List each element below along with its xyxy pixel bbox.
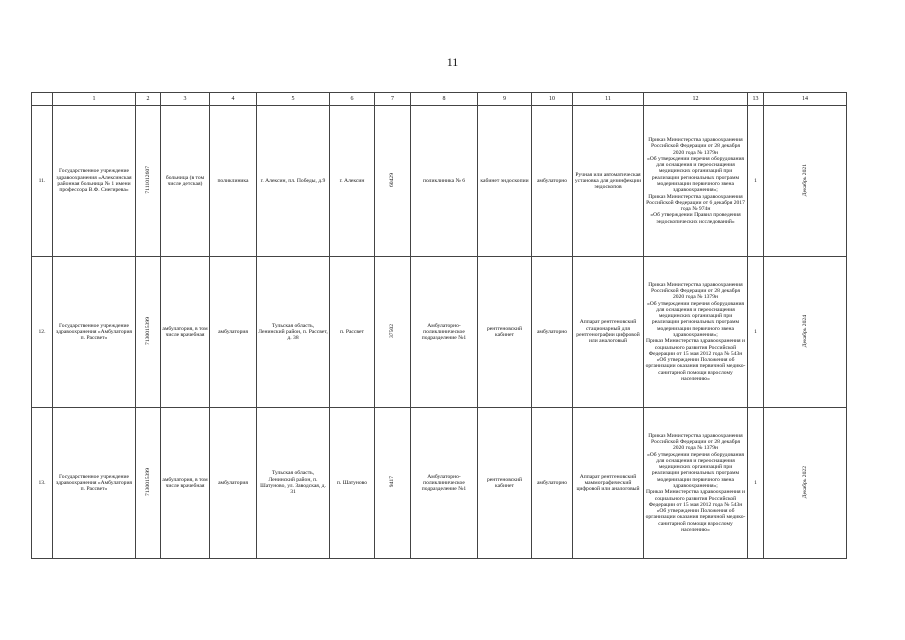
legal-basis-line: «Об утверждении перечня оборудования для оснащения и переоснащения медицинских организаций при реализации региональных программ модернизации первичного звена здравоохранения»; xyxy=(646,155,745,194)
equipment-name: Аппарат рентгеновский маммографический цифровой или аналоговый xyxy=(573,408,644,559)
quantity: 1 xyxy=(748,408,764,559)
page-number: 11 xyxy=(446,55,459,69)
header-cell: 11 xyxy=(573,93,644,106)
division: Амбулаторно-поликлиническое подразделение №1 xyxy=(411,408,478,559)
delivery-date-text: Декабрь 2024 xyxy=(801,314,808,347)
row-number: 11. xyxy=(32,106,53,257)
delivery-date-text: Декабрь 2022 xyxy=(801,465,808,498)
care-conditions: амбулаторно xyxy=(532,106,573,257)
header-cell: 1 xyxy=(53,93,136,106)
cabinet: рентгеновский кабинет xyxy=(478,408,532,559)
equipment-table xyxy=(31,92,847,559)
table-row xyxy=(32,106,847,257)
header-cell: 8 xyxy=(411,93,478,106)
organization-code xyxy=(136,408,161,559)
legal-basis-line: Приказ Министерства здравоохранения Российской Федерации от 6 декабря 2017 года № 974н xyxy=(646,193,745,213)
header-cell: 10 xyxy=(532,93,573,106)
facility-subtype: амбулатория xyxy=(210,408,257,559)
legal-basis xyxy=(644,106,748,257)
organization-code-text: 7111012607 xyxy=(144,166,151,194)
table-row xyxy=(32,408,847,559)
table-row xyxy=(32,257,847,408)
legal-basis xyxy=(644,408,748,559)
equipment-name: Аппарат рентгеновский стационарный для рентгенографии цифровой или аналоговый xyxy=(573,257,644,408)
header-cell: 9 xyxy=(478,93,532,106)
locality-index xyxy=(375,408,411,559)
organization-code xyxy=(136,257,161,408)
facility-type: больница (в том числе детская) xyxy=(161,106,210,257)
cabinet: кабинет эндоскопии xyxy=(478,106,532,257)
facility-address: г. Алексин, пл. Победы, д.9 xyxy=(257,106,330,257)
facility-address: Тульская область, Ленинский район, п. Шатуново, ул. Заводская, д. 31 xyxy=(257,408,330,559)
legal-basis-line: Приказ Министерства здравоохранения и социального развития Российской Федерации от 15 мая 2012 года № 543н xyxy=(646,489,745,508)
delivery-date xyxy=(764,106,847,257)
header-cell: 12 xyxy=(644,93,748,106)
legal-basis-line: «Об утверждении перечня оборудования для оснащения и переоснащения медицинских организаций при реализации региональных программ модернизации первичного звена здравоохранения»; xyxy=(646,300,745,338)
facility-type: амбулатория, в том числе врачебная xyxy=(161,257,210,408)
facility-subtype: поликлиника xyxy=(210,106,257,257)
legal-basis-line: «Об утверждении Положения об организации оказания первичной медико-санитарной помощи взрослому населению» xyxy=(645,357,746,383)
organization-name: Государственное учреждение здравоохранения «Амбулатория п. Рассвет» xyxy=(53,408,136,559)
locality-index-text: 60429 xyxy=(389,172,396,187)
locality: г. Алексин xyxy=(330,106,375,257)
legal-basis-line: «Об утверждении Положения об организации оказания первичной медико-санитарной помощи взрослому населению» xyxy=(645,508,746,534)
equipment-name: Ручная или автоматическая установка для дезинфекции эндоскопов xyxy=(573,106,644,257)
legal-basis-line: Приказ Министерства здравоохранения Российской Федерации от 28 декабря 2020 года № 1379н xyxy=(648,432,743,452)
legal-basis-line: «Об утверждении Правил проведения эндоскопических исследований» xyxy=(650,212,741,225)
row-number: 13. xyxy=(32,408,53,559)
facility-subtype: амбулатория xyxy=(210,257,257,408)
header-cell: 5 xyxy=(257,93,330,106)
locality-index-text: 9417 xyxy=(389,476,396,488)
column-number-row xyxy=(32,93,847,106)
row-number: 12. xyxy=(32,257,53,408)
delivery-date xyxy=(764,257,847,408)
header-cell: 2 xyxy=(136,93,161,106)
header-cell: 6 xyxy=(330,93,375,106)
care-conditions: амбулаторно xyxy=(532,257,573,408)
facility-address: Тульская область, Ленинский район, п. Рассвет, д. 38 xyxy=(257,257,330,408)
locality: п. Шатуново xyxy=(330,408,375,559)
locality-index xyxy=(375,257,411,408)
organization-code-text: 7130015399 xyxy=(144,316,151,345)
header-cell: 13 xyxy=(748,93,764,106)
division: поликлиника № 6 xyxy=(411,106,478,257)
header-cell: 7 xyxy=(375,93,411,106)
organization-name: Государственное учреждение здравоохранения «Алексинская районная больница № 1 имени профессора В.Ф. Снегирева» xyxy=(53,106,136,257)
header-cell: 4 xyxy=(210,93,257,106)
organization-code xyxy=(136,106,161,257)
organization-name: Государственное учреждение здравоохранения «Амбулатория п. Рассвет» xyxy=(53,257,136,408)
organization-code-text: 7130015399 xyxy=(144,467,151,496)
legal-basis-line: «Об утверждении перечня оборудования для оснащения и переоснащения медицинских организаций при реализации региональных программ модернизации первичного звена здравоохранения»; xyxy=(646,451,745,489)
legal-basis xyxy=(644,257,748,408)
delivery-date xyxy=(764,408,847,559)
facility-type: амбулатория, в том числе врачебная xyxy=(161,408,210,559)
header-cell-empty xyxy=(32,93,53,106)
cabinet: рентгеновский кабинет xyxy=(478,257,532,408)
care-conditions: амбулаторно xyxy=(532,408,573,559)
legal-basis-line: Приказ Министерства здравоохранения Российской Федерации от 28 декабря 2020 года № 1379н xyxy=(648,281,743,301)
quantity: 1 xyxy=(748,106,764,257)
locality-index xyxy=(375,106,411,257)
delivery-date-text: Декабрь 2021 xyxy=(801,163,808,196)
locality-index-text: 37502 xyxy=(389,323,396,338)
division: Амбулаторно-поликлиническое подразделение №1 xyxy=(411,257,478,408)
quantity: 1 xyxy=(748,257,764,408)
legal-basis-line: Приказ Министерства здравоохранения и социального развития Российской Федерации от 15 мая 2012 года № 543н xyxy=(646,338,745,357)
header-cell: 14 xyxy=(764,93,847,106)
locality: п. Рассвет xyxy=(330,257,375,408)
header-cell: 3 xyxy=(161,93,210,106)
legal-basis-line: Приказ Министерства здравоохранения Российской Федерации от 28 декабря 2020 года № 1379н xyxy=(648,136,743,156)
